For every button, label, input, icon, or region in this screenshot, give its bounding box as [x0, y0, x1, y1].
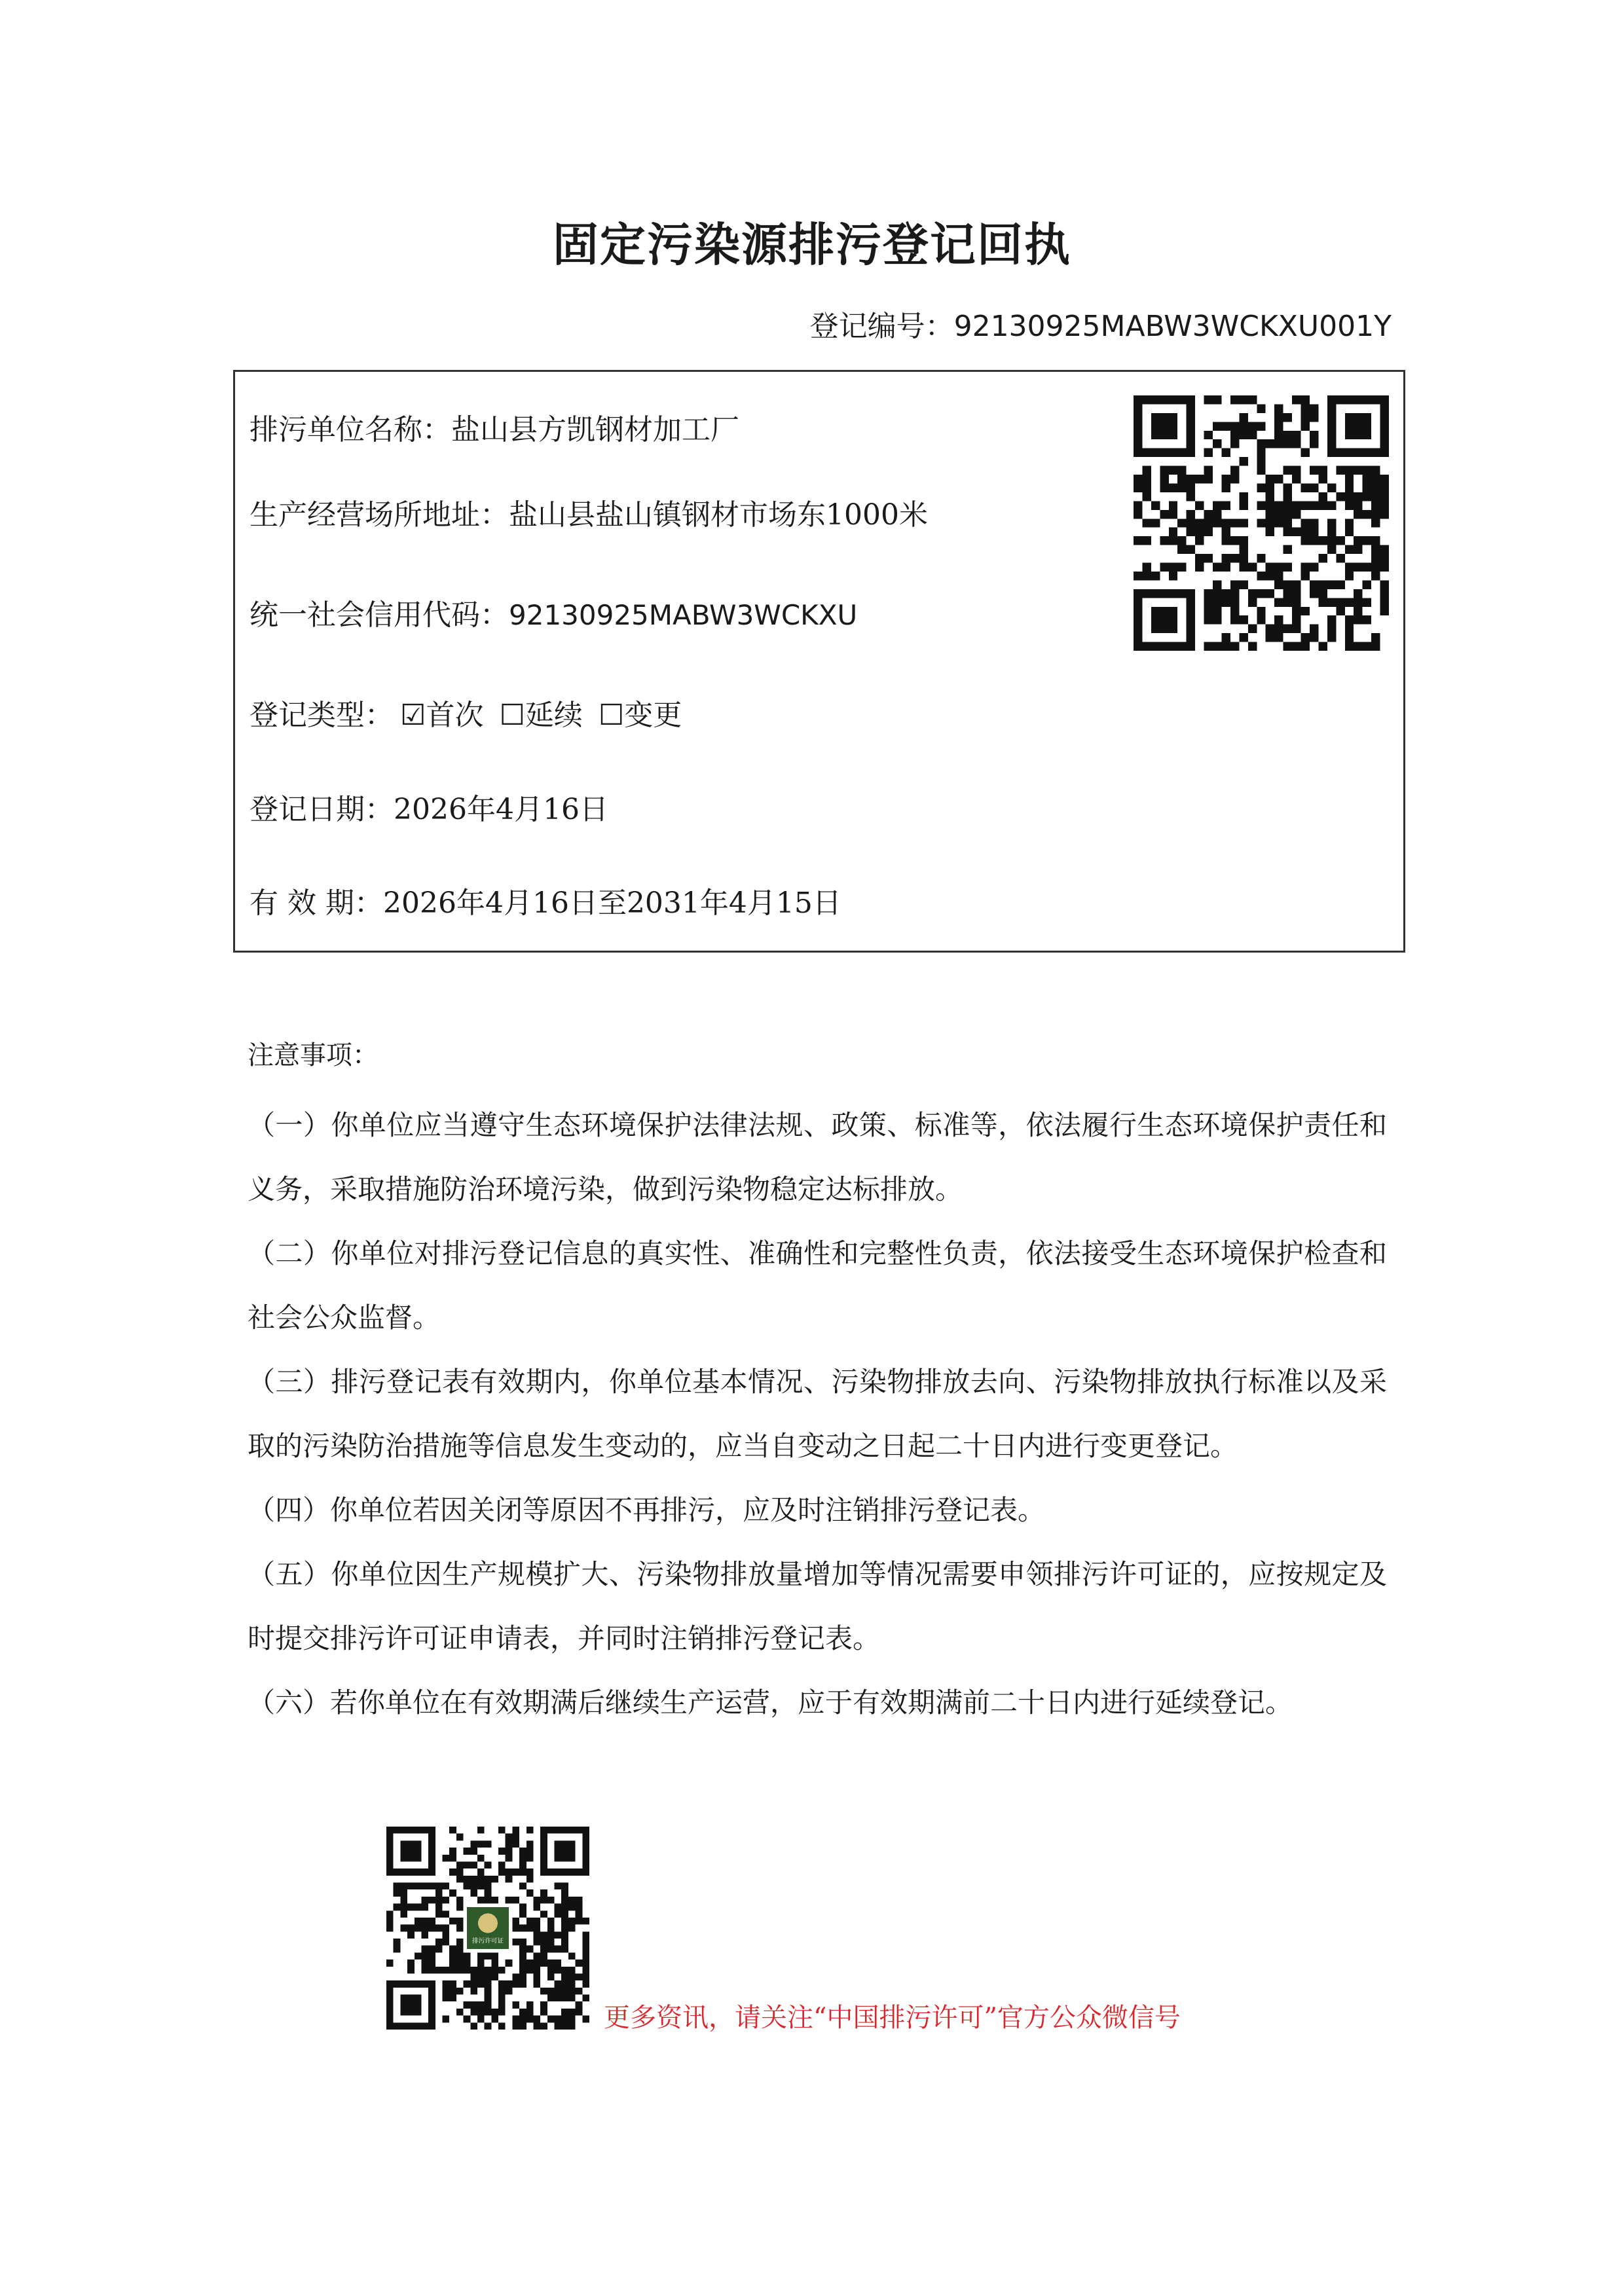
address-label: 生产经营场所地址： — [249, 498, 509, 532]
info-box — [233, 370, 1405, 953]
page-title: 固定污染源排污登记回执 — [553, 217, 1071, 272]
unit-name-label: 排污单位名称： — [249, 413, 451, 446]
registration-type-label: 登记类型： — [249, 699, 394, 732]
notes-list — [248, 1093, 1387, 1735]
footer-text: 更多资讯，请关注“中国排污许可”官方公众微信号 — [604, 2003, 1181, 2033]
registration-type-renewal: 延续 — [525, 699, 583, 732]
credit-code-label: 统一社会信用代码： — [249, 598, 509, 632]
registration-date-label: 登记日期： — [249, 793, 394, 826]
note-item: （一）你单位应当遵守生态环境保护法律法规、政策、标准等，依法履行生态环境保护责任和义务，采取措施防治环境污染，做到污染物稳定达标排放。 — [248, 1109, 1387, 1205]
registration-type-first: 首次 — [426, 699, 484, 732]
note-item: （四）你单位若因关闭等原因不再排污，应及时注销排污登记表。 — [248, 1494, 1046, 1526]
registration-date-value: 2026年4月16日 — [394, 793, 608, 826]
unit-name-value: 盐山县方凯钢材加工厂 — [451, 413, 739, 446]
note-item: （二）你单位对排污登记信息的真实性、准确性和完整性负责，依法接受生态环境保护检查和社会公众监督。 — [248, 1237, 1387, 1334]
notes-title: 注意事项： — [248, 1040, 378, 1070]
note-item: （五）你单位因生产规模扩大、污染物排放量增加等情况需要申领排污许可证的，应按规定及时提交排污许可证申请表，并同时注销排污登记表。 — [248, 1558, 1387, 1654]
registration-number-label: 登记编号： — [809, 310, 954, 343]
credit-code-row — [249, 591, 857, 633]
checkbox-empty-icon: ☐ — [598, 699, 625, 732]
address-value: 盐山县盐山镇钢材市场东1000米 — [509, 498, 928, 532]
registration-number — [810, 302, 1392, 344]
qr-code-icon — [1134, 395, 1389, 651]
validity-row — [249, 879, 841, 921]
wechat-qr-code-icon — [386, 1827, 589, 2030]
checkbox-checked-icon: ☑ — [400, 699, 426, 732]
registration-date-row — [249, 786, 608, 828]
address-row — [249, 491, 928, 533]
qr-logo-text — [472, 1937, 504, 1944]
unit-name-row — [249, 406, 739, 448]
credit-code-value: 92130925MABW3WCKXU — [509, 599, 858, 631]
note-item: （六）若你单位在有效期满后继续生产运营，应于有效期满前二十日内进行延续登记。 — [248, 1686, 1293, 1719]
registration-type-row — [249, 691, 691, 733]
checkbox-empty-icon: ☐ — [499, 699, 525, 732]
note-item: （三）排污登记表有效期内，你单位基本情况、污染物排放去向、污染物排放执行标准以及采取的污染防治措施等信息发生变动的，应当自变动之日起二十日内进行变更登记。 — [248, 1366, 1387, 1462]
registration-type-change: 变更 — [624, 699, 682, 732]
validity-value: 2026年4月16日至2031年4月15日 — [382, 886, 841, 920]
registration-number-value: 92130925MABW3WCKXU001Y — [953, 310, 1392, 343]
validity-label: 有 效 期： — [249, 886, 383, 920]
